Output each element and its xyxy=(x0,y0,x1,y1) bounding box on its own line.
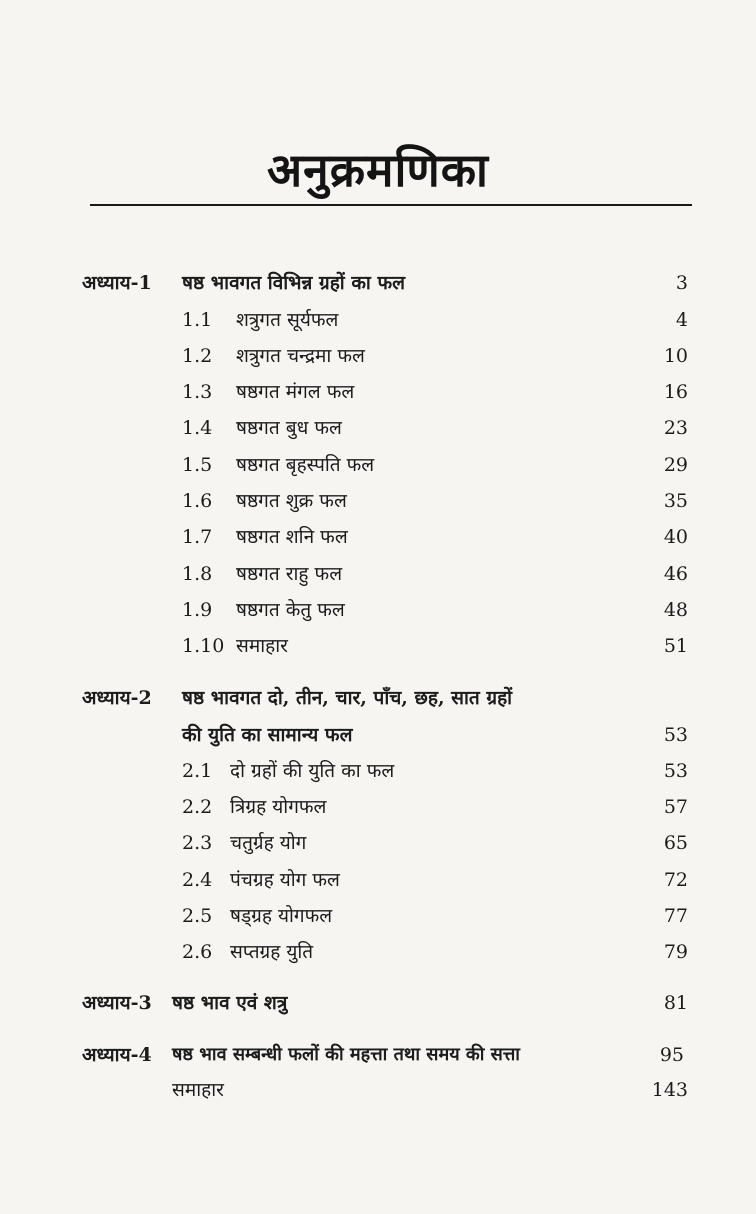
toc-row xyxy=(0,341,756,371)
toc-row xyxy=(0,268,756,298)
page-number: 57 xyxy=(663,796,688,818)
toc-text: षष्ठगत मंगल फल xyxy=(236,381,355,403)
page-number: 143 xyxy=(651,1079,688,1101)
toc-row xyxy=(0,559,756,589)
section-number: 2.6 xyxy=(182,941,213,963)
section-number: 2.5 xyxy=(182,905,213,927)
toc-text: षष्ठगत बुध फल xyxy=(236,417,342,439)
section-number: 1.10 xyxy=(182,635,225,657)
section-number: 1.9 xyxy=(182,599,213,621)
section-number: 2.4 xyxy=(182,869,213,891)
section-number: 1.8 xyxy=(182,563,213,585)
chapter-label: अध्याय-1 xyxy=(82,272,152,294)
toc-text: षष्ठ भाव एवं शत्रु xyxy=(172,992,288,1014)
section-number: 1.1 xyxy=(182,309,213,331)
section-number: 2.3 xyxy=(182,832,213,854)
toc-row xyxy=(0,450,756,480)
page-number: 95 xyxy=(659,1044,684,1066)
toc-text: षष्ठगत केतु फल xyxy=(236,599,345,621)
toc-text: चतुर्ग्रह योग xyxy=(230,832,307,854)
toc-text: षष्ठगत शनि फल xyxy=(236,526,348,548)
section-number: 1.5 xyxy=(182,454,213,476)
page-number: 72 xyxy=(663,869,688,891)
toc-text: समाहार xyxy=(172,1079,224,1101)
page-number: 53 xyxy=(663,724,688,746)
toc-row xyxy=(0,1040,756,1070)
page-number: 3 xyxy=(675,272,688,294)
chapter-label: अध्याय-4 xyxy=(82,1044,152,1066)
toc-row xyxy=(0,522,756,552)
toc-row xyxy=(0,377,756,407)
title-divider xyxy=(90,204,692,206)
section-number: 1.2 xyxy=(182,345,213,367)
toc-row xyxy=(0,595,756,625)
page-title: अनुक्रमणिका xyxy=(267,143,489,197)
chapter-label: अध्याय-3 xyxy=(82,992,152,1014)
toc-row xyxy=(0,486,756,516)
page-number: 10 xyxy=(663,345,688,367)
page-number: 35 xyxy=(663,490,688,512)
section-number: 1.4 xyxy=(182,417,213,439)
page-number: 48 xyxy=(663,599,688,621)
page-number: 77 xyxy=(663,905,688,927)
toc-row xyxy=(0,988,756,1018)
toc-text: षष्ठगत शुक्र फल xyxy=(236,490,347,512)
page-number: 29 xyxy=(663,454,688,476)
page-number: 53 xyxy=(663,760,688,782)
toc-row xyxy=(0,901,756,931)
page-number: 46 xyxy=(663,563,688,585)
toc-row xyxy=(0,413,756,443)
page-number: 23 xyxy=(663,417,688,439)
toc-row xyxy=(0,631,756,661)
page-number: 16 xyxy=(663,381,688,403)
toc-row xyxy=(0,1075,756,1105)
page-number: 40 xyxy=(663,526,688,548)
toc-text: दो ग्रहों की युति का फल xyxy=(230,760,395,782)
toc-row xyxy=(0,305,756,335)
chapter-label: अध्याय-2 xyxy=(82,687,152,709)
toc-text: त्रिग्रह योगफल xyxy=(230,796,327,818)
toc-row xyxy=(0,828,756,858)
toc-text: समाहार xyxy=(236,635,288,657)
toc-row xyxy=(0,756,756,786)
section-number: 1.7 xyxy=(182,526,213,548)
toc-text: षष्ठगत राहु फल xyxy=(236,563,343,585)
section-number: 1.6 xyxy=(182,490,213,512)
section-number: 2.2 xyxy=(182,796,213,818)
page-number: 4 xyxy=(675,309,688,331)
section-number: 2.1 xyxy=(182,760,213,782)
toc-text: की युति का सामान्य फल xyxy=(182,724,353,746)
toc-row xyxy=(0,937,756,967)
toc-text: शत्रुगत सूर्यफल xyxy=(236,309,339,331)
page-number: 81 xyxy=(663,992,688,1014)
toc-text: षष्ठगत बृहस्पति फल xyxy=(236,454,375,476)
toc-text: पंचग्रह योग फल xyxy=(230,869,340,891)
page-number: 51 xyxy=(663,635,688,657)
toc-text: षष्ठ भावगत दो, तीन, चार, पाँच, छह, सात ग्रहों xyxy=(182,687,513,709)
toc-row xyxy=(0,792,756,822)
toc-text: शत्रुगत चन्द्रमा फल xyxy=(236,345,365,367)
toc-text: षष्ठ भावगत विभिन्न ग्रहों का फल xyxy=(182,272,405,294)
toc-row xyxy=(0,683,756,713)
toc-text: सप्तग्रह युति xyxy=(230,941,314,963)
toc-text: षष्ठ भाव सम्बन्धी फलों की महत्ता तथा समय की सत्ता xyxy=(172,1044,520,1065)
section-number: 1.3 xyxy=(182,381,213,403)
toc-text: षड्ग्रह योगफल xyxy=(230,905,333,927)
toc-row xyxy=(0,865,756,895)
toc-row xyxy=(0,720,756,750)
page-number: 65 xyxy=(663,832,688,854)
page-number: 79 xyxy=(663,941,688,963)
